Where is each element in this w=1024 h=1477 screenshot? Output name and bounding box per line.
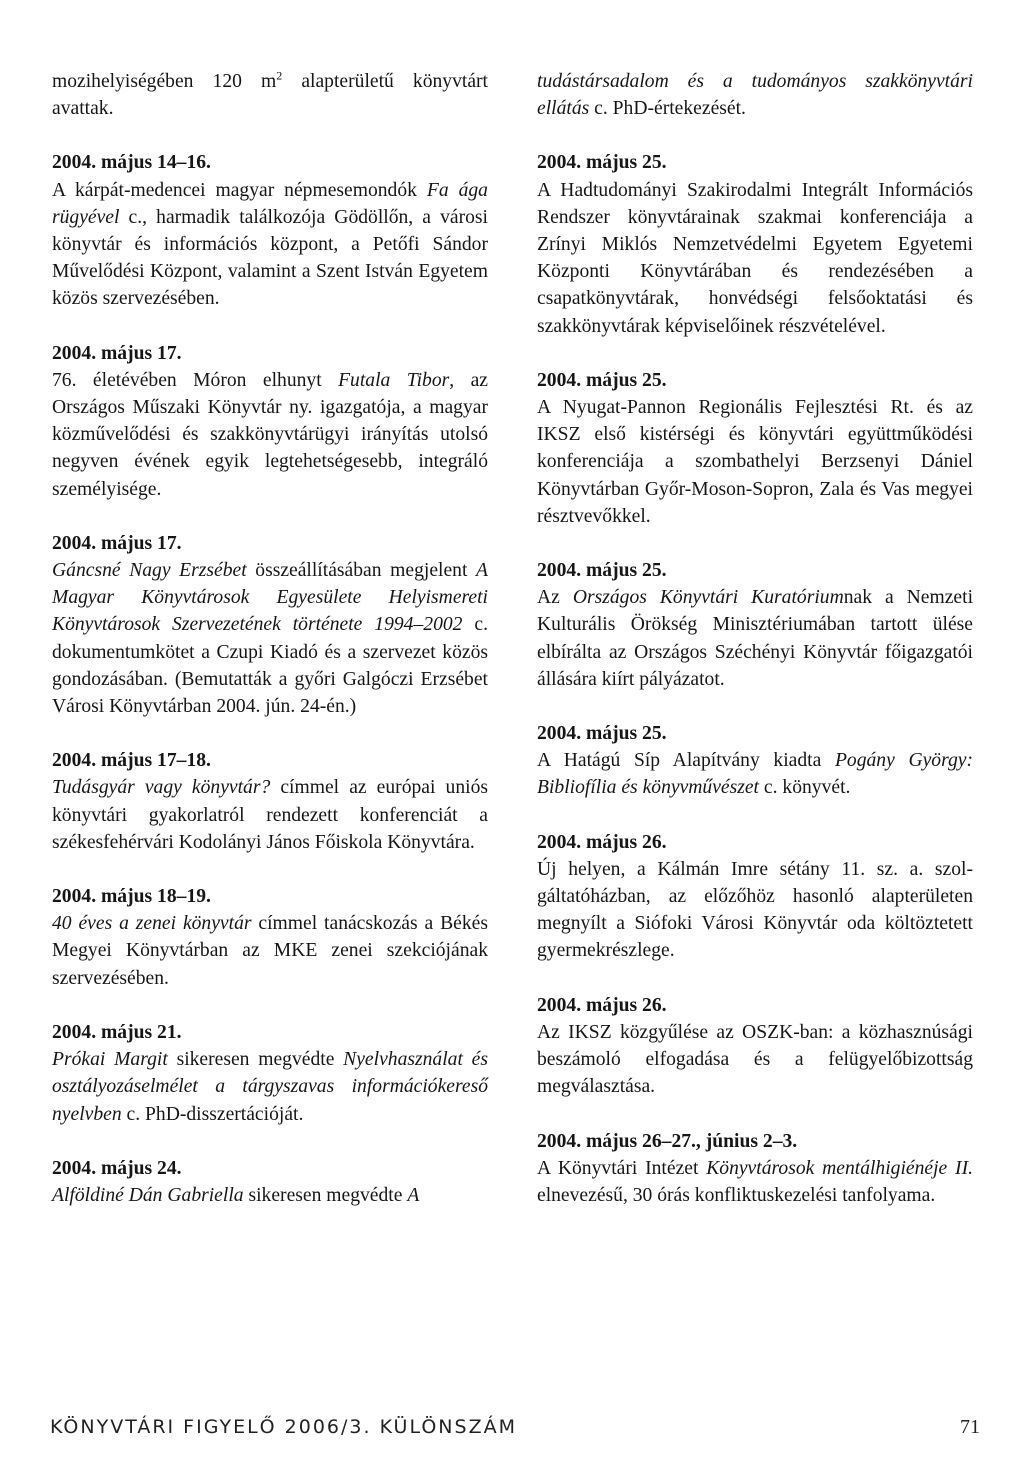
text: címmel tanácskozás a Békés Megyei Könyvtárban az MKE zenei szekciójának szervezésében. [52,913,488,989]
event-entry [52,530,488,720]
event-entry [537,149,973,339]
text: címmel az európai uniós könyvtári gyakorlatról rendezett konferenciát a székesfehérvári Kodolányi János Főiskola Könyvtára. [52,777,488,853]
entry-date: 2004. május 25. [537,560,667,582]
text: alapterületű könyvtárt avattak. [52,71,489,120]
text: A kárpát-medencei magyar népmesemondók [52,179,427,201]
entry-date: 2004. május 25. [537,723,667,745]
event-entry [52,1155,488,1209]
italic-title: A [407,1184,420,1206]
italic-title: tudástársadalom és a tudományos szakkönyvtári ellátás [537,71,973,120]
text: A Nyugat-Pannon Regionális Fejlesztési Rt. és az IKSZ első kistérségi és könyvtári együttműködési konferenciája a szombathelyi Berzsenyi Dániel Könyvtárban Győr-Moson-Sopron, Zala és Vas megyei résztvevőkkel. [537,397,973,527]
entry-date: 2004. május 21. [52,1021,182,1043]
italic-title: A Magyar Könyvtárosok Egyesülete Helyismereti Könyvtárosok Szervezetének története 1994–2002 [52,560,488,636]
text: elnevezésű, 30 órás konfliktuskezelési tanfolyama. [537,1184,936,1206]
entry-text [52,910,488,992]
right-column [537,68,973,1236]
entry-text [537,856,973,965]
text: összeállításában megjelent [246,560,477,582]
intro-paragraph [537,68,973,122]
entry-text [52,774,488,856]
entry-date: 2004. május 25. [537,152,667,174]
event-entry [52,340,488,503]
entry-text [52,1046,488,1128]
event-entry [52,747,488,856]
intro-paragraph [52,68,488,122]
italic-title: 40 éves a zenei könyvtár [52,913,252,935]
entry-date: 2004. május 17. [52,342,182,364]
italic-title: Fa ága rügyével [52,179,488,228]
italic-title: Nyelvhasználat és osztályozáselmélet a tárgyszavas információkereső nyelvben [52,1049,488,1125]
text: c. PhD-disszertációját. [121,1103,304,1125]
entry-date: 2004. május 18–19. [52,886,211,908]
entry-text [52,367,488,503]
italic-name: Gáncsné Nagy Erzsébet [52,560,247,582]
italic-title: Tudásgyár vagy könyvtár? [52,777,271,799]
text: c. PhD-értekezését. [589,98,746,120]
entry-text [537,747,973,801]
event-entry [537,720,973,802]
entry-date: 2004. május 17–18. [52,750,211,772]
italic-title: Pogány György: Bibliofília és könyvművészet [537,750,974,799]
event-entry [52,149,488,312]
text: Az IKSZ közgyűlése az OSZK-ban: a közhasznúsági beszámoló elfogadása és a felügyelőbizottság megválasztása. [537,1021,973,1098]
italic-name: Alföldiné Dán Gabriella [52,1184,244,1206]
text: Az [537,587,573,609]
text: c. könyvét. [759,777,851,799]
event-entry [537,367,973,530]
text: sikeresen megvédte [167,1049,344,1071]
event-entry [537,557,973,693]
event-entry [52,883,488,992]
entry-date: 2004. május 25. [537,369,667,391]
text: A Hatágú Síp Alapítvány kiadta [537,750,835,772]
superscript: 2 [276,68,283,83]
page-footer [50,1416,980,1446]
text: nak a Nemzeti Kulturális Örökség Minisztériumában tartott ülése elbírálta az Országos Széchényi Könyvtár főigazgatói állására kiírt pályázatot. [537,587,974,690]
entry-text [52,1182,488,1209]
text: A Hadtudományi Szakirodalmi Integrált Információs Rendszer könyvtárainak szakmai konferenciája a Zrínyi Miklós Nemzetvédelmi Egyetem Egyetemi Központi Könyvtárában és rendezésében a csapatkönyvtárak, honvédségi felsőoktatási és szakkönyvtárak képviselőinek részvételével. [537,179,973,337]
entry-date: 2004. május 26. [537,831,667,853]
entry-text [537,177,973,340]
entry-date: 2004. május 26–27., június 2–3. [537,1130,798,1152]
text: 76. életévében Móron elhunyt [52,369,339,391]
text: c. dokumentumkötet a Czupi Kiadó és a szervezet közös gondozásában. (Bemutatták a győri Galgóczi Erzsébet Városi Könyvtárban 2004. jún. 24-én.) [52,614,488,718]
text: mozihelyiségében 120 m [52,71,277,92]
text: c., harmadik találkozója Gödöllőn, a városi könyvtár és információs központ, a Petőfi Sándor Művelődési Központ, valamint a Szent István Egyetem közös szervezésében. [52,206,488,310]
entry-text [537,1155,973,1209]
text: sikeresen megvédte [243,1184,408,1206]
entry-date: 2004. május 24. [52,1157,182,1179]
page-number: 71 [960,1416,980,1438]
entry-date: 2004. május 14–16. [52,152,211,174]
entry-text [537,394,973,530]
event-entry [537,1128,973,1210]
italic-name: Futala Tibor [338,369,450,391]
entry-text [537,584,973,693]
text: , az Országos Műszaki Könyvtár ny. igazgatója, a magyar közművelődési és szakkönyvtárügyi irányítás utolsó negyven évének egyik legtehetségesebb, integráló személyisége. [52,369,488,500]
journal-title: KÖNYVTÁRI FIGYELŐ 2006/3. KÜLÖNSZÁM [50,1416,517,1438]
entry-text [52,557,488,720]
event-entry [52,1019,488,1128]
text: A Könyvtári Intézet [537,1157,707,1179]
entry-date: 2004. május 26. [537,994,667,1016]
left-column [52,68,488,1236]
entry-text [52,177,488,313]
italic-name: Prókai Margit [52,1049,168,1071]
entry-date: 2004. május 17. [52,532,182,554]
event-entry [537,829,973,965]
italic-title: Könyvtárosok mentálhigiénéje II. [706,1157,973,1179]
text: Új helyen, a Kálmán Imre sétány 11. sz. a. szolgáltatóházban, az előzőhöz hasonló alapterületen megnyílt a Siófoki Városi Könyvtár oda költöztetett gyermekrészlege. [537,858,973,962]
entry-text [537,1019,973,1101]
event-entry [537,992,973,1101]
italic-name: Országos Könyvtári Kuratórium [572,587,844,609]
